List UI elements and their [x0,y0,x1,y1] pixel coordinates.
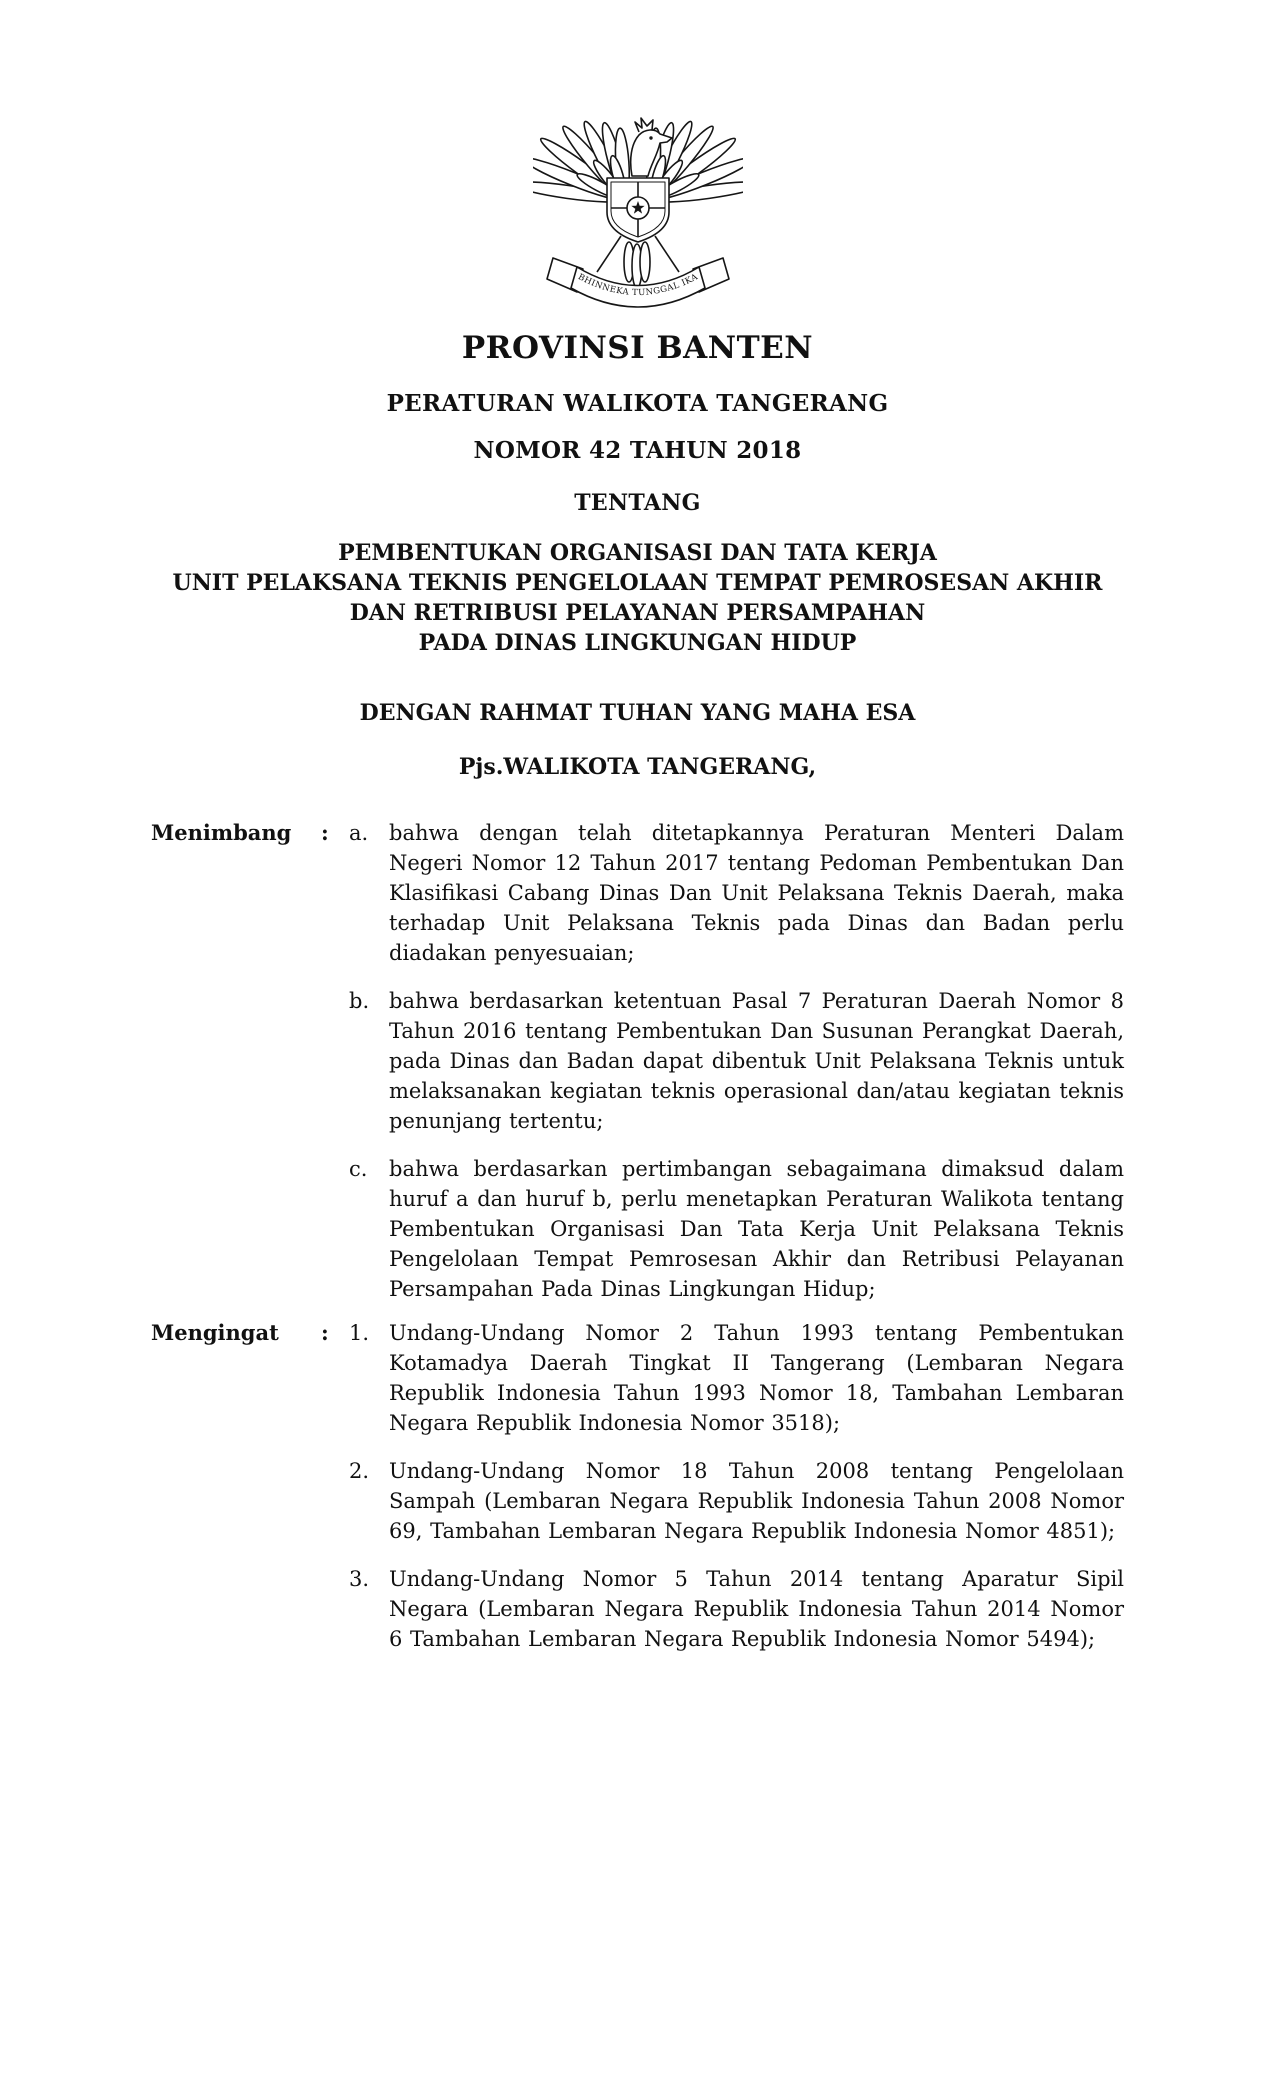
about-label: TENTANG [574,490,701,516]
item-marker: a. [349,821,369,845]
item-marker: c. [349,1157,368,1181]
list-item [349,1564,1124,1654]
item-text: bahwa berdasarkan pertimbangan sebagaimana dimaksud dalam huruf a dan huruf b, perlu menetapkan Peraturan Walikota tentang Pembentukan Organisasi Dan Tata Kerja Unit Pelaksana Teknis Pengelolaan Tempat Pemrosesan Akhir dan Retribusi Pelayanan Persampahan Pada Dinas Lingkungan Hidup; [389,1157,1124,1301]
invocation-line: DENGAN RAHMAT TUHAN YANG MAHA ESA [359,700,916,726]
mengingat-items [349,1318,1124,1654]
garuda-pancasila-emblem-icon [533,80,743,318]
section-colon: : [321,820,329,845]
regulation-title: PERATURAN WALIKOTA TANGERANG [386,390,889,417]
item-text: Undang-Undang Nomor 2 Tahun 1993 tentang Pembentukan Kotamadya Daerah Tingkat II Tangerang (Lembaran Negara Republik Indonesia Tahun 1993 Nomor 18, Tambahan Lembaran Negara Republik Indonesia Nomor 3518); [389,1321,1124,1435]
item-marker: b. [349,989,370,1013]
item-text: bahwa berdasarkan ketentuan Pasal 7 Peraturan Daerah Nomor 8 Tahun 2016 tentang Pembentukan Dan Susunan Perangkat Daerah, pada Dinas dan Badan dapat dibentuk Unit Pelaksana Teknis untuk melaksanakan kegiatan teknis operasional dan/atau kegiatan teknis penunjang tertentu; [389,989,1124,1133]
item-marker: 1. [349,1321,370,1345]
section-mengingat [151,1318,1124,1654]
list-item [349,1318,1124,1438]
document-body [151,818,1124,1654]
item-text: bahwa dengan telah ditetapkannya Peraturan Menteri Dalam Negeri Nomor 12 Tahun 2017 tentang Pedoman Pembentukan Dan Klasifikasi Cabang Dinas Dan Unit Pelaksana Teknis Daerah, maka terhadap Unit Pelaksana Teknis pada Dinas dan Badan perlu diadakan penyesuaian; [389,821,1124,965]
section-label-menimbang: Menimbang [151,820,292,845]
item-text: Undang-Undang Nomor 5 Tahun 2014 tentang Aparatur Sipil Negara (Lembaran Negara Republik Indonesia Tahun 2014 Nomor 6 Tambahan Lembaran Negara Republik Indonesia Nomor 5494); [389,1567,1124,1651]
subject-line-4: PADA DINAS LINGKUNGAN HIDUP [418,630,857,656]
list-item [349,986,1124,1136]
section-label-mengingat: Mengingat [151,1320,279,1345]
item-text: Undang-Undang Nomor 18 Tahun 2008 tentang Pengelolaan Sampah (Lembaran Negara Republik Indonesia Tahun 2008 Nomor 69, Tambahan Lembaran Negara Republik Indonesia Nomor 4851); [389,1459,1124,1543]
subject-line-3: DAN RETRIBUSI PELAYANAN PERSAMPAHAN [349,600,926,626]
menimbang-items [349,818,1124,1304]
regulation-number: NOMOR 42 TAHUN 2018 [473,437,802,464]
list-item [349,818,1124,968]
emblem-motto-text: BHINNEKA TUNGGAL IKA [575,272,700,299]
emblem-container [0,0,1275,322]
list-item [349,1154,1124,1304]
authority-line: Pjs.WALIKOTA TANGERANG, [458,754,817,780]
item-marker: 2. [349,1459,370,1483]
list-item [349,1456,1124,1546]
subject-block [0,538,1275,658]
item-marker: 3. [349,1567,370,1591]
subject-line-1: PEMBENTUKAN ORGANISASI DAN TATA KERJA [338,540,937,566]
province-title: PROVINSI BANTEN [461,330,814,366]
section-menimbang [151,818,1124,1304]
section-colon: : [321,1320,329,1345]
subject-line-2: UNIT PELAKSANA TEKNIS PENGELOLAAN TEMPAT PEMROSESAN AKHIR [172,570,1103,596]
